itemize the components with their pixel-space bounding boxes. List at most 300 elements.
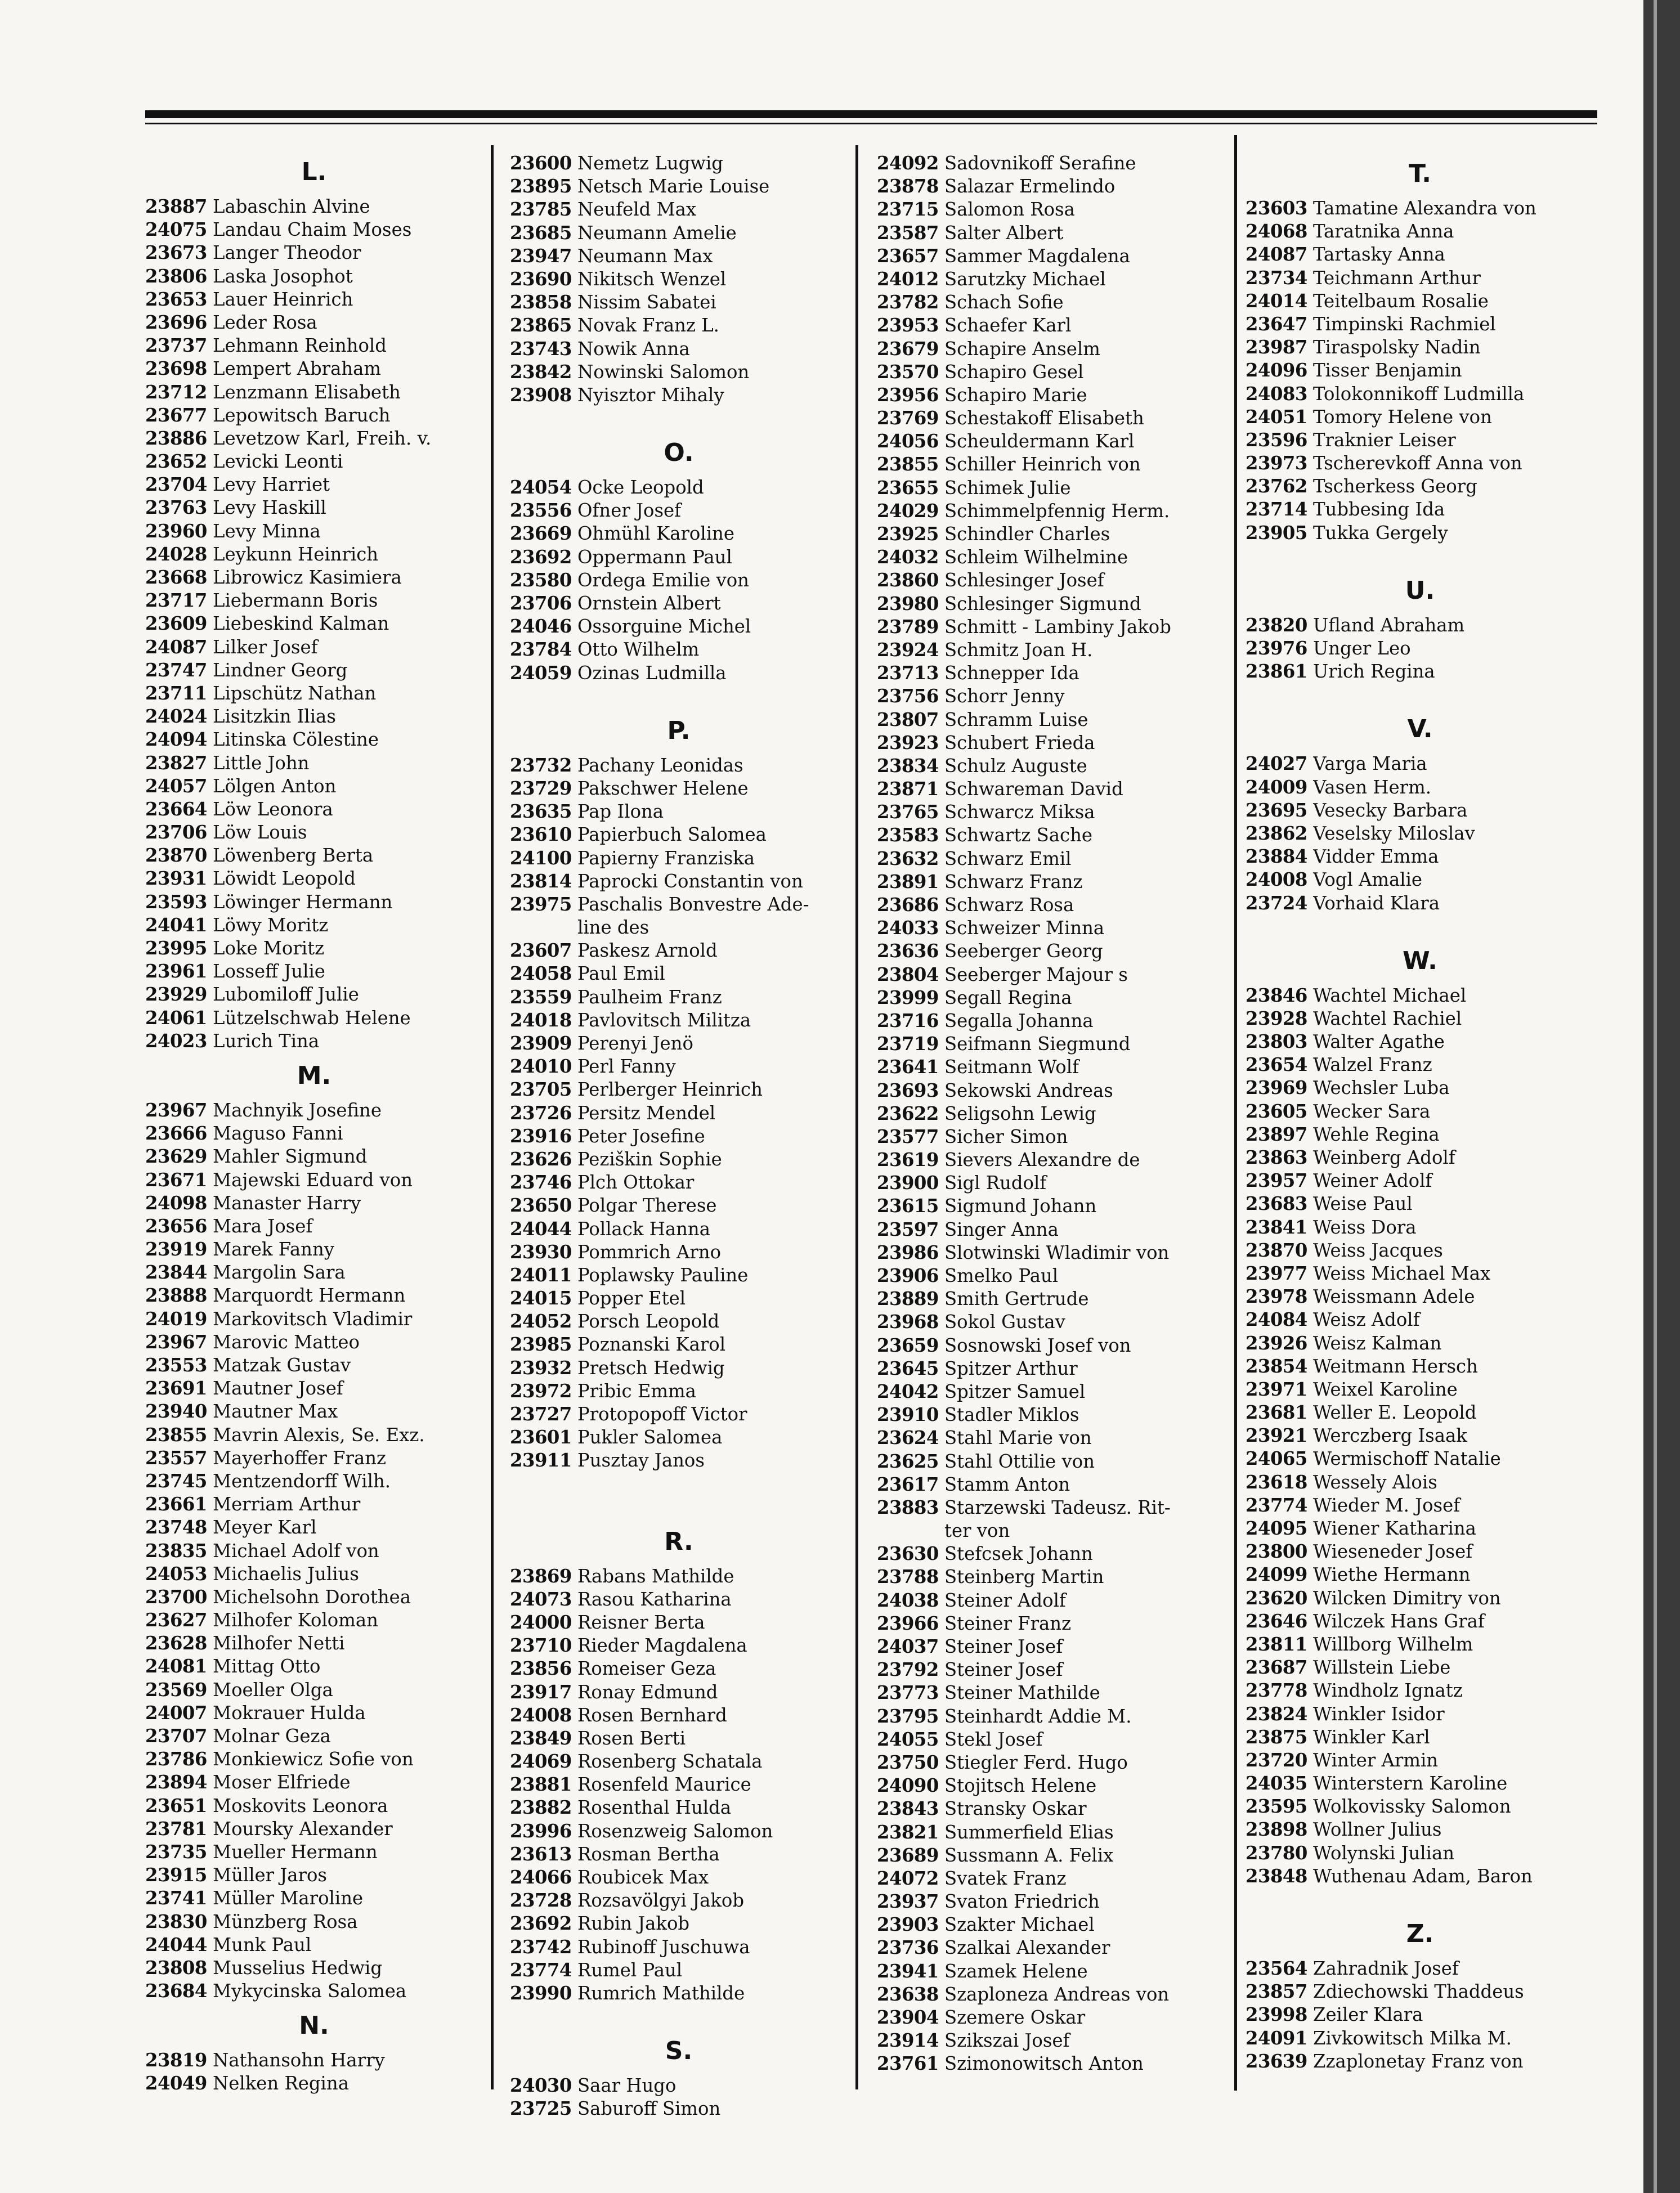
entry-number: 23782 [877,291,939,313]
entry-name: Michael Adolf von [213,1540,379,1562]
entry-number: 23750 [877,1751,939,1773]
entry-number: 24028 [145,543,207,565]
list-entry [145,1099,483,1122]
list-entry [877,1542,1226,1566]
list-entry [145,1795,483,1818]
entry-number: 23878 [877,176,939,198]
entry-name: Nemetz Lugwig [577,153,723,174]
entry-number: 23808 [145,1957,207,1979]
list-entry [877,407,1226,430]
list-entry [145,2072,483,2095]
list-entry [510,893,848,916]
entry-number: 23788 [877,1566,939,1588]
list-entry [877,1589,1226,1612]
entry-number: 24068 [1246,221,1307,243]
entry-number: 23734 [1246,267,1307,289]
list-entry [510,314,848,337]
entry-number: 23961 [145,961,207,983]
list-entry [145,1308,483,1331]
list-entry [145,473,483,496]
list-entry [145,1980,483,2003]
list-entry [877,152,1226,175]
section-letter-heading: T. [1408,159,1432,188]
list-entry [145,1215,483,1238]
entry-name: Landau Chaim Moses [213,219,412,241]
entry-number: 23625 [877,1450,939,1472]
list-entry [510,476,848,499]
entry-name: Loke Moritz [213,938,325,959]
entry-name: Plch Ottokar [577,1172,695,1194]
entry-number: 23724 [1246,892,1307,914]
list-entry [1246,290,1594,313]
entry-name: Schwareman David [944,778,1123,800]
list-entry [145,1192,483,1215]
entry-number: 24053 [145,1563,207,1585]
entry-number: 23711 [145,682,207,704]
list-entry [510,986,848,1009]
list-entry [877,1218,1226,1241]
list-entry [877,847,1226,871]
entry-number: 23741 [145,1887,207,1909]
list-entry [877,1473,1226,1496]
entry-number: 23830 [145,1911,207,1932]
entry-name: Roubicek Max [577,1867,709,1888]
entry-name: Seitmann Wolf [944,1056,1079,1078]
entry-name: Sussmann A. Felix [944,1844,1114,1866]
list-entry [877,1751,1226,1774]
entry-number: 23720 [1246,1749,1307,1771]
entry-number: 23732 [510,754,572,776]
entry-name: Lilker Josef [213,636,318,658]
list-entry [145,1007,483,1030]
list-entry [145,1261,483,1284]
entry-name: Teitelbaum Rosalie [1313,290,1489,312]
entry-number: 23969 [1246,1077,1307,1099]
entry-name: Willborg Wilhelm [1313,1633,1473,1655]
list-entry [877,1172,1226,1195]
entry-name: Perlberger Heinrich [577,1079,763,1101]
list-entry [510,1287,848,1310]
entry-name: Rosenfeld Maurice [577,1774,751,1796]
entry-name: Schubert Frieda [944,732,1095,754]
entry-number: 24037 [877,1636,939,1657]
entry-name: Singer Anna [944,1218,1059,1240]
entry-name: Marek Fanny [213,1239,335,1261]
entry-name: Weiss Michael Max [1313,1262,1491,1284]
entry-name: Weisz Kalman [1313,1332,1442,1354]
entry-name: Pukler Salomea [577,1427,723,1448]
list-entry [1246,892,1594,915]
list-entry [145,983,483,1006]
entry-number: 23559 [510,986,572,1008]
entry-number: 23996 [510,1820,572,1842]
entry-name: Urich Regina [1313,661,1435,683]
list-entry [877,1264,1226,1288]
list-entry [1246,1957,1594,1980]
section-letter-heading: S. [665,2037,693,2066]
entry-number: 23931 [145,868,207,890]
list-entry [510,1750,848,1773]
list-entry [877,1728,1226,1751]
list-entry [877,1311,1226,1334]
list-entry [1246,1308,1594,1331]
entry-number: 24055 [877,1728,939,1750]
entry-name: Pretsch Hedwig [577,1357,725,1379]
list-entry [877,778,1226,801]
entry-name: Varga Maria [1313,753,1427,775]
list-entry [1246,1355,1594,1378]
entry-name: Seeberger Georg [944,940,1103,962]
entry-number: 23774 [510,1959,572,1981]
list-entry [145,1354,483,1377]
list-entry [510,1264,848,1287]
entry-number: 23727 [510,1403,572,1425]
entry-number: 23857 [1246,1981,1307,2003]
entry-name: Stahl Ottilie von [944,1450,1095,1472]
entry-number: 23897 [1246,1123,1307,1145]
list-entry [510,1912,848,1935]
column-divider-3 [1234,135,1237,2091]
list-entry [877,384,1226,407]
list-entry [877,361,1226,384]
entry-number: 23884 [1246,846,1307,868]
entry-number: 24081 [145,1656,207,1678]
entry-name: Ocke Leopold [577,477,704,499]
entry-number: 24008 [510,1704,572,1726]
list-entry [510,1704,848,1727]
entry-name: Starzewski Tadeusz. Rit- [944,1496,1171,1518]
entry-name: Levetzow Karl, Freih. v. [213,427,432,449]
list-entry [1246,1401,1594,1424]
entry-number: 23632 [877,847,939,869]
entry-number: 24095 [1246,1518,1307,1539]
entry-name: Sosnowski Josef von [944,1334,1131,1356]
entry-number: 23651 [145,1795,207,1817]
entry-number: 23712 [145,381,207,403]
list-entry [510,1611,848,1634]
entry-number: 23691 [145,1378,207,1400]
list-entry [877,1774,1226,1797]
list-entry [145,589,483,612]
entry-name: Weiss Dora [1313,1216,1417,1238]
entry-number: 24091 [1246,2027,1307,2049]
list-entry [510,1032,848,1055]
list-entry [877,1334,1226,1357]
list-entry [145,728,483,751]
entry-name: Steiner Mathilde [944,1682,1100,1704]
entry-number: 24051 [1246,406,1307,428]
list-entry [145,1169,483,1192]
list-entry [877,245,1226,268]
list-entry [510,1796,848,1819]
entry-name: Neumann Amelie [577,222,737,244]
list-entry [510,1194,848,1217]
entry-number: 23639 [1246,2050,1307,2072]
entry-name: Nissim Sabatei [577,291,716,313]
entry-number: 23968 [877,1311,939,1333]
entry-number: 23610 [510,824,572,846]
list-entry [510,777,848,800]
entry-name: Schmitz Joan H. [944,639,1093,661]
entry-name: Tamatine Alexandra von [1313,198,1536,219]
entry-number: 23883 [877,1496,939,1518]
list-entry [1246,1146,1594,1169]
list-entry [1246,637,1594,660]
entry-number: 23814 [510,870,572,892]
entry-number: 23930 [510,1241,572,1263]
list-entry [510,847,848,870]
list-entry [510,1310,848,1333]
entry-name: Weisz Adolf [1313,1309,1420,1331]
list-entry [877,175,1226,198]
entry-number: 23923 [877,732,939,754]
entry-number: 23650 [510,1195,572,1217]
entry-name: Szimonowitsch Anton [944,2053,1144,2075]
entry-number: 24023 [145,1030,207,1052]
list-entry [877,430,1226,453]
entry-name: Vidder Emma [1313,846,1439,868]
entry-name: Papierbuch Salomea [577,824,767,846]
entry-name: Unger Leo [1313,638,1411,659]
entry-number: 24035 [1246,1773,1307,1795]
entry-name: Steinhardt Addie M. [944,1705,1132,1727]
entry-number: 23881 [510,1774,572,1796]
entry-name: Lurich Tina [213,1030,320,1052]
list-entry [145,1030,483,1053]
entry-name: Spitzer Arthur [944,1357,1078,1379]
entry-name: Veselsky Miloslav [1313,822,1475,844]
entry-name: Rumrich Mathilde [577,1982,745,2004]
entry-name: Pollack Hanna [577,1218,710,1240]
entry-name: Popper Etel [577,1288,686,1309]
entry-name: Perl Fanny [577,1056,676,1078]
list-entry [510,1426,848,1449]
list-entry [877,268,1226,291]
entry-name: Wachtel Michael [1313,984,1467,1006]
entry-name: Winterstern Karoline [1313,1773,1508,1795]
entry-name: Mara Josef [213,1215,313,1237]
entry-name: Wolkovissky Salomon [1313,1796,1511,1818]
entry-name: Mentzendorff Wilh. [213,1470,391,1492]
entry-number: 23700 [145,1586,207,1608]
entry-number: 23638 [877,1983,939,2005]
list-entry [145,1424,483,1447]
entry-number: 23627 [145,1609,207,1631]
entry-name: Smith Gertrude [944,1288,1089,1310]
entry-name: Mittag Otto [213,1656,321,1678]
entry-number: 24087 [1246,244,1307,266]
entry-name: Mueller Hermann [213,1841,378,1863]
entry-number: 23570 [877,361,939,383]
list-entry [1246,406,1594,429]
entry-name: Stiegler Ferd. Hugo [944,1751,1128,1773]
entry-name: Szamek Helene [944,1960,1088,1982]
entry-name: Rosen Bernhard [577,1704,727,1726]
entry-name: Lauer Heinrich [213,288,353,310]
entry-name: Wachtel Rachiel [1313,1007,1462,1029]
entry-name: Perenyi Jenö [577,1033,693,1054]
list-entry [1246,1818,1594,1841]
entry-name: Lindner Georg [213,659,348,681]
entry-number: 23706 [510,593,572,614]
entry-number: 23713 [877,662,939,684]
entry-name: Paulheim Franz [577,986,722,1008]
entry-name: Paskesz Arnold [577,940,718,962]
entry-number: 23595 [1246,1796,1307,1818]
list-entry [1246,776,1594,799]
entry-number: 23827 [145,752,207,774]
list-entry [145,1771,483,1794]
entry-number: 23686 [877,894,939,916]
entry-name: Wiener Katharina [1313,1518,1476,1539]
entry-number: 24024 [145,706,207,728]
entry-number: 23842 [510,361,572,383]
list-entry [510,2097,848,2120]
entry-number: 23785 [510,199,572,221]
list-entry [1246,1007,1594,1030]
list-entry [1246,1980,1594,2003]
list-entry [145,960,483,983]
entry-name: Sekowski Andreas [944,1079,1113,1101]
entry-number: 23795 [877,1705,939,1727]
list-entry [1246,1285,1594,1308]
list-entry [510,1820,848,1843]
entry-number: 23891 [877,871,939,893]
entry-name: Timpinski Rachmiel [1313,313,1496,335]
list-entry [510,1959,848,1982]
list-entry [145,357,483,380]
entry-number: 23698 [145,358,207,380]
list-entry [877,1195,1226,1218]
entry-name: Wecker Sara [1313,1100,1431,1122]
list-entry [510,499,848,522]
entry-number: 23622 [877,1102,939,1124]
entry-number: 23745 [145,1470,207,1492]
entry-number: 24012 [877,268,939,290]
entry-number: 23924 [877,639,939,661]
list-entry [145,1540,483,1563]
entry-name: Steiner Franz [944,1612,1072,1634]
entry-name: Segall Regina [944,986,1072,1008]
list-entry [145,937,483,960]
list-entry [510,222,848,245]
entry-name: Schindler Charles [944,523,1110,545]
list-entry [510,754,848,777]
entry-number: 23824 [1246,1703,1307,1725]
entry-name: Losseff Julie [213,961,325,983]
list-entry [510,198,848,221]
entry-number: 23820 [1246,614,1307,636]
list-entry [1246,1216,1594,1239]
entry-name: Sarutzky Michael [944,268,1106,290]
list-entry [877,314,1226,337]
list-entry [510,1102,848,1125]
entry-number: 23841 [1246,1216,1307,1238]
entry-number: 23898 [1246,1819,1307,1841]
list-entry [145,1841,483,1864]
entry-name: Schwarz Franz [944,871,1083,893]
entry-number: 23737 [145,335,207,357]
entry-number: 24009 [1246,776,1307,798]
entry-name: Weixel Karoline [1313,1378,1458,1400]
list-entry [510,1773,848,1796]
entry-name: Weller E. Leopold [1313,1402,1477,1424]
list-entry [510,1403,848,1426]
entry-name: Svaton Friedrich [944,1891,1100,1913]
entry-number: 23769 [877,407,939,429]
entry-name: Stojitsch Helene [944,1775,1097,1797]
entry-number: 23980 [877,593,939,615]
entry-number: 23564 [1246,1958,1307,1979]
entry-number: 24092 [877,153,939,174]
list-entry [1246,2003,1594,2026]
entry-name: Rozsavölgyi Jakob [577,1890,745,1912]
entry-name: Summerfield Elias [944,1821,1114,1843]
list-entry [145,682,483,705]
header-rule [145,110,1597,118]
list-entry [145,427,483,450]
entry-name: Smelko Paul [944,1265,1059,1286]
entry-name: Paschalis Bonvestre Ade- [577,893,809,915]
entry-number: 23692 [510,546,572,568]
list-entry [510,1009,848,1032]
entry-number: 23774 [1246,1494,1307,1516]
entry-number: 24027 [1246,753,1307,775]
list-entry [510,175,848,198]
list-entry [877,871,1226,894]
list-entry [145,1911,483,1934]
entry-name: Schapiro Marie [944,384,1087,406]
entry-number: 23863 [1246,1147,1307,1168]
entry-number: 23928 [1246,1007,1307,1029]
entry-number: 23726 [510,1102,572,1124]
entry-number: 23655 [877,477,939,499]
entry-name: Stamm Anton [944,1473,1070,1495]
entry-number: 24087 [145,636,207,658]
entry-name: Willstein Liebe [1313,1657,1451,1679]
entry-number: 24098 [145,1192,207,1214]
entry-number: 23615 [877,1195,939,1217]
entry-name: Teichmann Arthur [1313,267,1481,289]
entry-number: 24042 [877,1380,939,1402]
column-4 [1246,151,1594,2073]
entry-number: 24099 [1246,1564,1307,1586]
entry-name: Poznanski Karol [577,1334,726,1356]
entry-name: Schleim Wilhelmine [944,546,1128,568]
list-entry [1246,1633,1594,1656]
list-entry [145,520,483,543]
entry-name: Sigmund Johann [944,1195,1097,1217]
entry-name: Szalkai Alexander [944,1937,1110,1959]
list-entry [877,894,1226,917]
list-entry [1246,1053,1594,1077]
list-entry [1246,1587,1594,1610]
list-entry [877,940,1226,963]
entry-name: Rabans Mathilde [577,1565,734,1587]
entry-number: 23803 [1246,1031,1307,1053]
entry-name: Schorr Jenny [944,685,1065,707]
entry-name: Tiraspolsky Nadin [1313,337,1481,358]
entry-number: 23683 [1246,1193,1307,1215]
entry-name: Svatek Franz [944,1867,1067,1889]
page-edge [1643,0,1680,2193]
list-entry [510,1055,848,1078]
entry-number: 23929 [145,984,207,1006]
list-entry [877,1566,1226,1589]
entry-name: Liebeskind Kalman [213,613,389,635]
entry-number: 23956 [877,384,939,406]
list-entry [1246,1447,1594,1470]
